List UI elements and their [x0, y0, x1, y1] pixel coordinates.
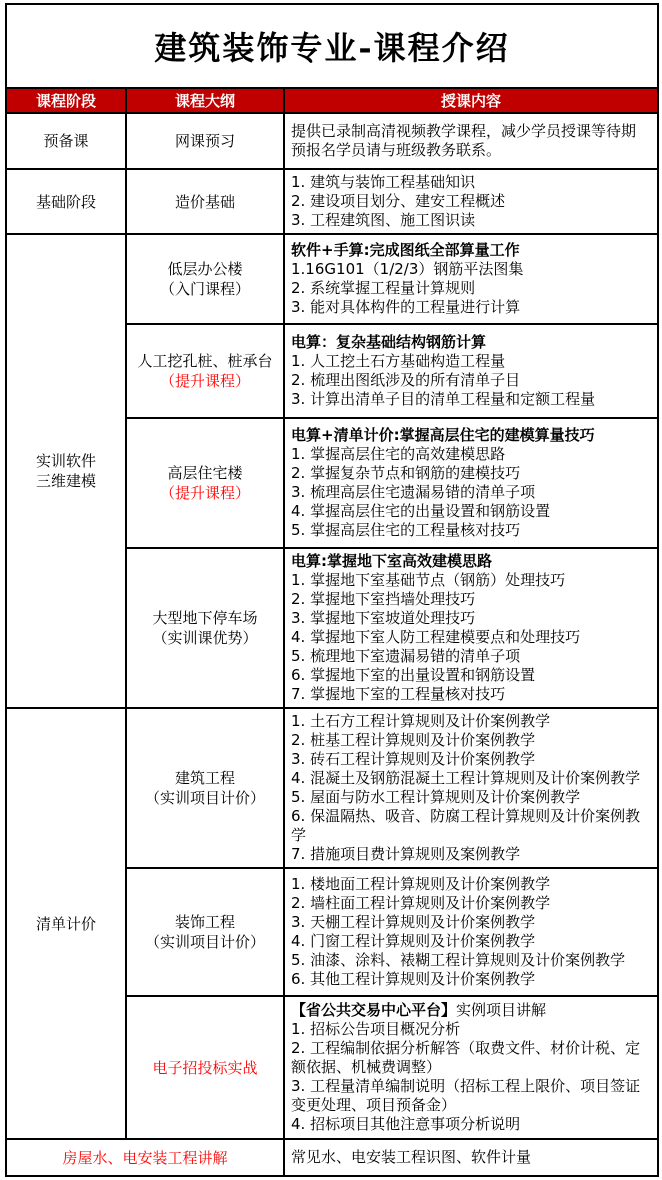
outline-cell-high-rise: 高层住宅楼 （提升课程） [126, 418, 284, 548]
footer-label-water-electric: 房屋水、电安装工程讲解 [6, 1139, 284, 1176]
column-header-content: 授课内容 [284, 88, 658, 113]
table-row [6, 708, 658, 868]
content-cell-construction-works: 1. 土石方工程计算规则及计价案例教学 2. 桩基工程计算规则及计价案例教学 3. 砖石工程计算规则及计价案例教学 4. 混凝土及钢筋混凝土工程计算规则及计价案例教学 5. 屋面与防水工程计算规则及计价案例教学 6. 保温隔热、吸音、防腐工程计算规则及计价案例教学 7. 措施项目费计算规则及案例教学 [284, 708, 658, 868]
content-cell-pile-foundation: 电算：复杂基础结构钢筋计算 1. 人工挖土石方基础构造工程量 2. 梳理出图纸涉及的所有清单子目 3. 计算出清单子目的清单工程量和定额工程量 [284, 324, 658, 418]
table-row [6, 113, 658, 169]
content-cell-e-bidding: 【省公共交易中心平台】实例项目讲解 1. 招标公告项目概况分析 2. 工程编制依据分析解答（取费文件、材价计税、定额依据、机械费调整） 3. 工程量清单编制说明（招标工程上限价、项目签证变更处理、项目预备金） 4. 招标项目其他注意事项分析说明 [284, 996, 658, 1139]
outline-cell-e-bidding: 电子招投标实战 [126, 996, 284, 1139]
outline-cell-cost-basics: 造价基础 [126, 169, 284, 234]
outline-cell-online-preview: 网课预习 [126, 113, 284, 169]
stage-cell-3d-modeling: 实训软件 三维建模 [6, 234, 126, 708]
outline-cell-pile-foundation: 人工挖孔桩、桩承台 （提升课程） [126, 324, 284, 418]
page-title: 建筑装饰专业-课程介绍 [6, 4, 658, 88]
title-row [6, 4, 658, 88]
content-cell-prep: 提供已录制高清视频教学课程，减少学员授课等待期 预报名学员请与班级教务联系。 [284, 113, 658, 169]
course-table [5, 3, 659, 1177]
content-cell-cost-basics: 1. 建筑与装饰工程基础知识 2. 建设项目划分、建安工程概述 3. 工程建筑图、施工图识读 [284, 169, 658, 234]
table-row [6, 234, 658, 324]
stage-cell-bill-pricing: 清单计价 [6, 708, 126, 1139]
outline-cell-decoration-works: 装饰工程 （实训项目计价） [126, 868, 284, 996]
column-header-stage: 课程阶段 [6, 88, 126, 113]
table-header-row [6, 88, 658, 113]
stage-cell-prep: 预备课 [6, 113, 126, 169]
content-cell-high-rise: 电算+清单计价:掌握高层住宅的建模算量技巧 1. 掌握高层住宅的高效建模思路 2. 掌握复杂节点和钢筋的建模技巧 3. 梳理高层住宅遗漏易错的清单子项 4. 掌握高层住宅的出量设置和钢筋设置 5. 掌握高层住宅的工程量核对技巧 [284, 418, 658, 548]
table-row [6, 169, 658, 234]
content-cell-water-electric: 常见水、电安装工程识图、软件计量 [284, 1139, 658, 1176]
content-cell-low-rise-office: 软件+手算:完成图纸全部算量工作 1.16G101（1/2/3）钢筋平法图集 2. 系统掌握工程量计算规则 3. 能对具体构件的工程量进行计算 [284, 234, 658, 324]
content-cell-underground-parking: 电算:掌握地下室高效建模思路 1. 掌握地下室基础节点（钢筋）处理技巧 2. 掌握地下室挡墙处理技巧 3. 掌握地下室坡道处理技巧 4. 掌握地下室人防工程建模要点和处理技巧 5. 梳理地下室遗漏易错的清单子项 6. 掌握地下室的出量设置和钢筋设置 7. 掌握地下室的工程量核对技巧 [284, 548, 658, 708]
stage-cell-basic: 基础阶段 [6, 169, 126, 234]
content-cell-decoration-works: 1. 楼地面工程计算规则及计价案例教学 2. 墙柱面工程计算规则及计价案例教学 3. 天棚工程计算规则及计价案例教学 4. 门窗工程计算规则及计价案例教学 5. 油漆、涂料、裱糊工程计算规则及计价案例教学 6. 其他工程计算规则及计价案例教学 [284, 868, 658, 996]
table-footer-row [6, 1139, 658, 1176]
outline-cell-underground-parking: 大型地下停车场 （实训课优势） [126, 548, 284, 708]
outline-cell-low-rise-office: 低层办公楼 （入门课程） [126, 234, 284, 324]
outline-cell-construction-works: 建筑工程 （实训项目计价） [126, 708, 284, 868]
column-header-outline: 课程大纲 [126, 88, 284, 113]
